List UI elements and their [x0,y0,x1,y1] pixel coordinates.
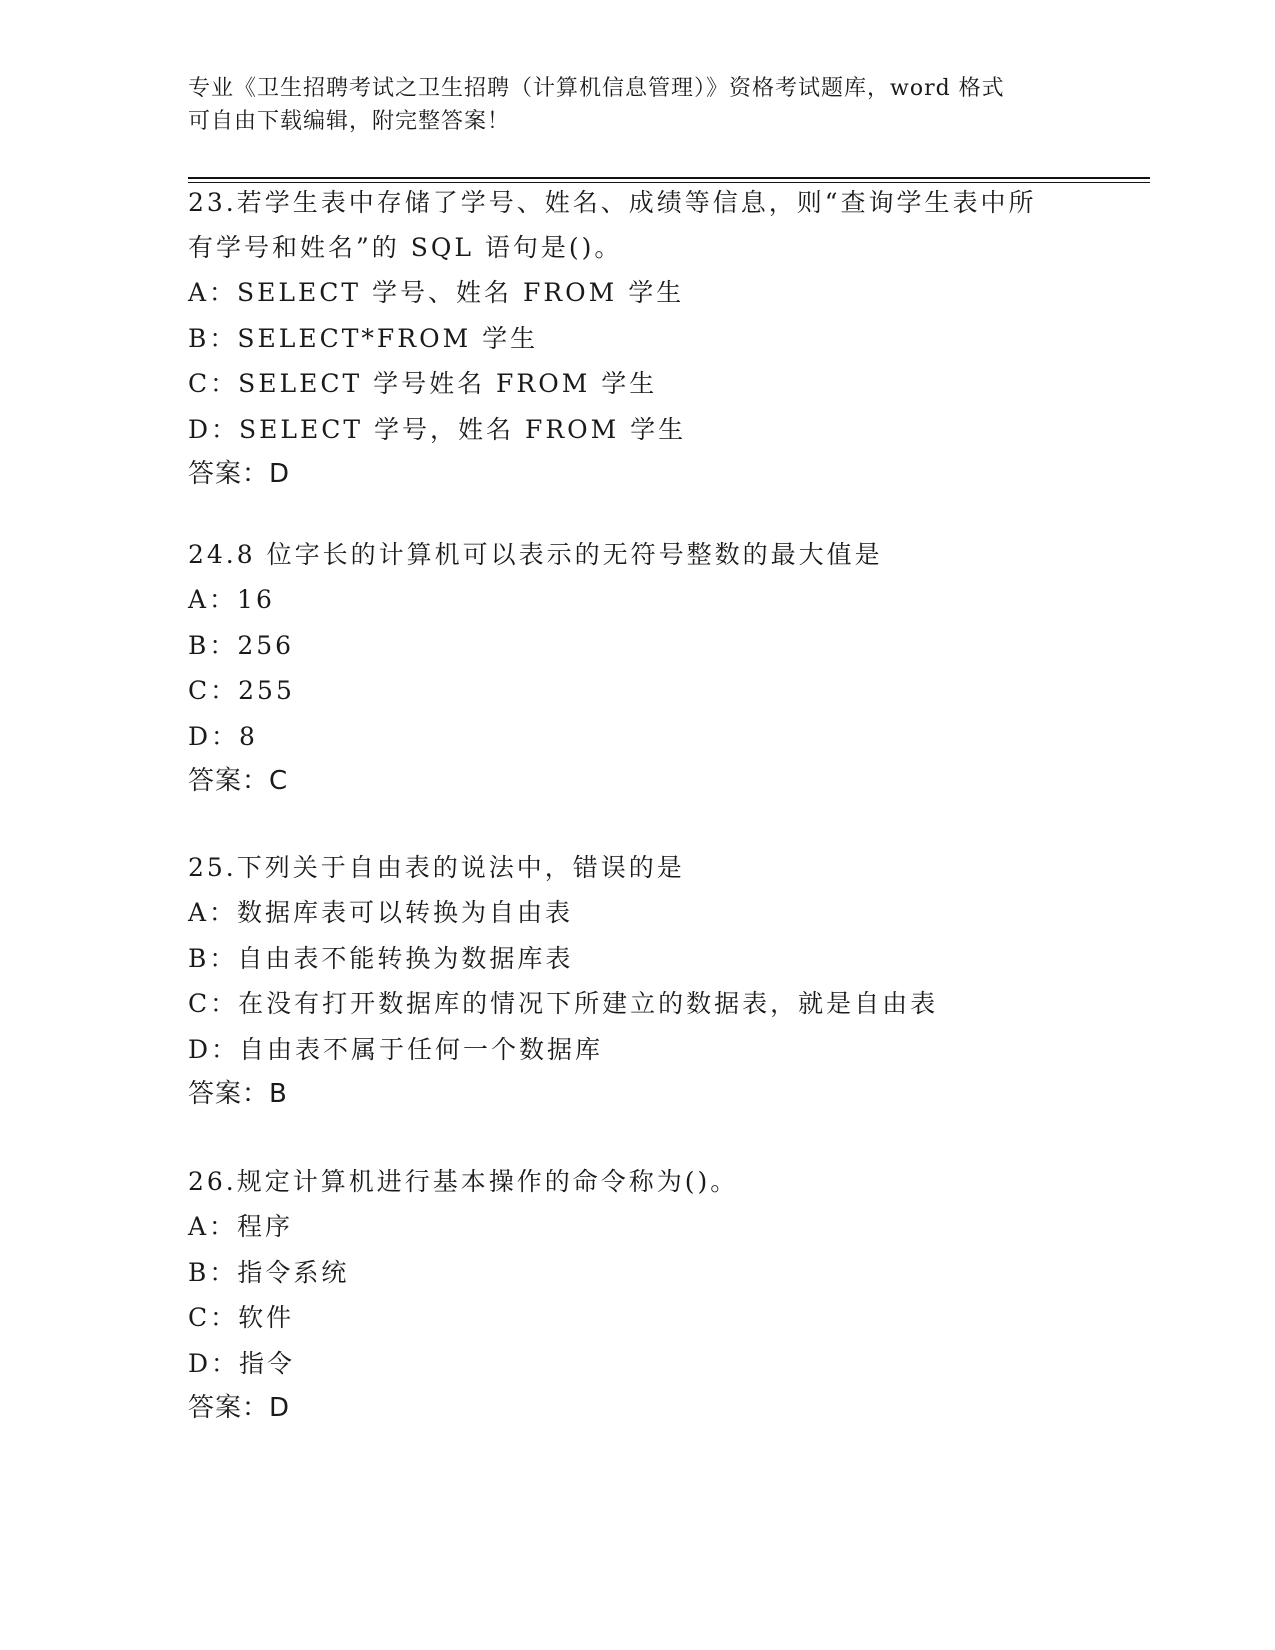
option-a: A：数据库表可以转换为自由表 [188,898,574,927]
question-25 [188,845,1088,1117]
option-b: B：256 [188,630,295,660]
option-a: A：16 [188,585,275,614]
option-b: B：SELECT*FROM 学生 [188,323,539,353]
question-text-line-1: 26.规定计算机进行基本操作的命令称为()。 [188,1167,739,1196]
option-c: C：在没有打开数据库的情况下所建立的数据表，就是自由表 [188,989,939,1018]
answer-line: 答案：D [188,1393,291,1423]
option-c: C：SELECT 学号姓名 FROM 学生 [188,369,658,398]
option-d: D：自由表不属于任何一个数据库 [188,1034,604,1064]
option-c: C：255 [188,676,295,705]
question-text-line-1: 24.8 位字长的计算机可以表示的无符号整数的最大值是 [188,540,883,569]
option-d: D：指令 [188,1348,296,1378]
question-23 [188,180,1088,497]
header-divider-thick [188,177,1150,179]
answer-line: 答案：D [188,459,291,489]
option-b: B：自由表不能转换为数据库表 [188,943,574,973]
option-b: B：指令系统 [188,1257,350,1287]
document-header [188,72,1088,138]
question-text-line-1: 25.下列关于自由表的说法中，错误的是 [188,853,685,882]
header-line-2: 可自由下载编辑，附完整答案！ [188,109,511,134]
option-d: D：8 [188,721,258,751]
answer-line: 答案：C [188,766,289,796]
option-c: C：软件 [188,1303,295,1332]
option-a: A：SELECT 学号、姓名 FROM 学生 [188,278,685,307]
answer-line: 答案：B [188,1079,288,1109]
question-24 [188,532,1088,804]
option-a: A：程序 [188,1212,294,1241]
question-text-line-1: 23.若学生表中存储了学号、姓名、成绩等信息，则“查询学生表中所 [188,188,1037,217]
option-d: D：SELECT 学号，姓名 FROM 学生 [188,414,687,444]
question-26 [188,1159,1088,1431]
header-line-1: 专业《卫生招聘考试之卫生招聘（计算机信息管理）》资格考试题库，word 格式 [188,76,1005,101]
question-text-line-2: 有学号和姓名”的 SQL 语句是()。 [188,233,623,262]
